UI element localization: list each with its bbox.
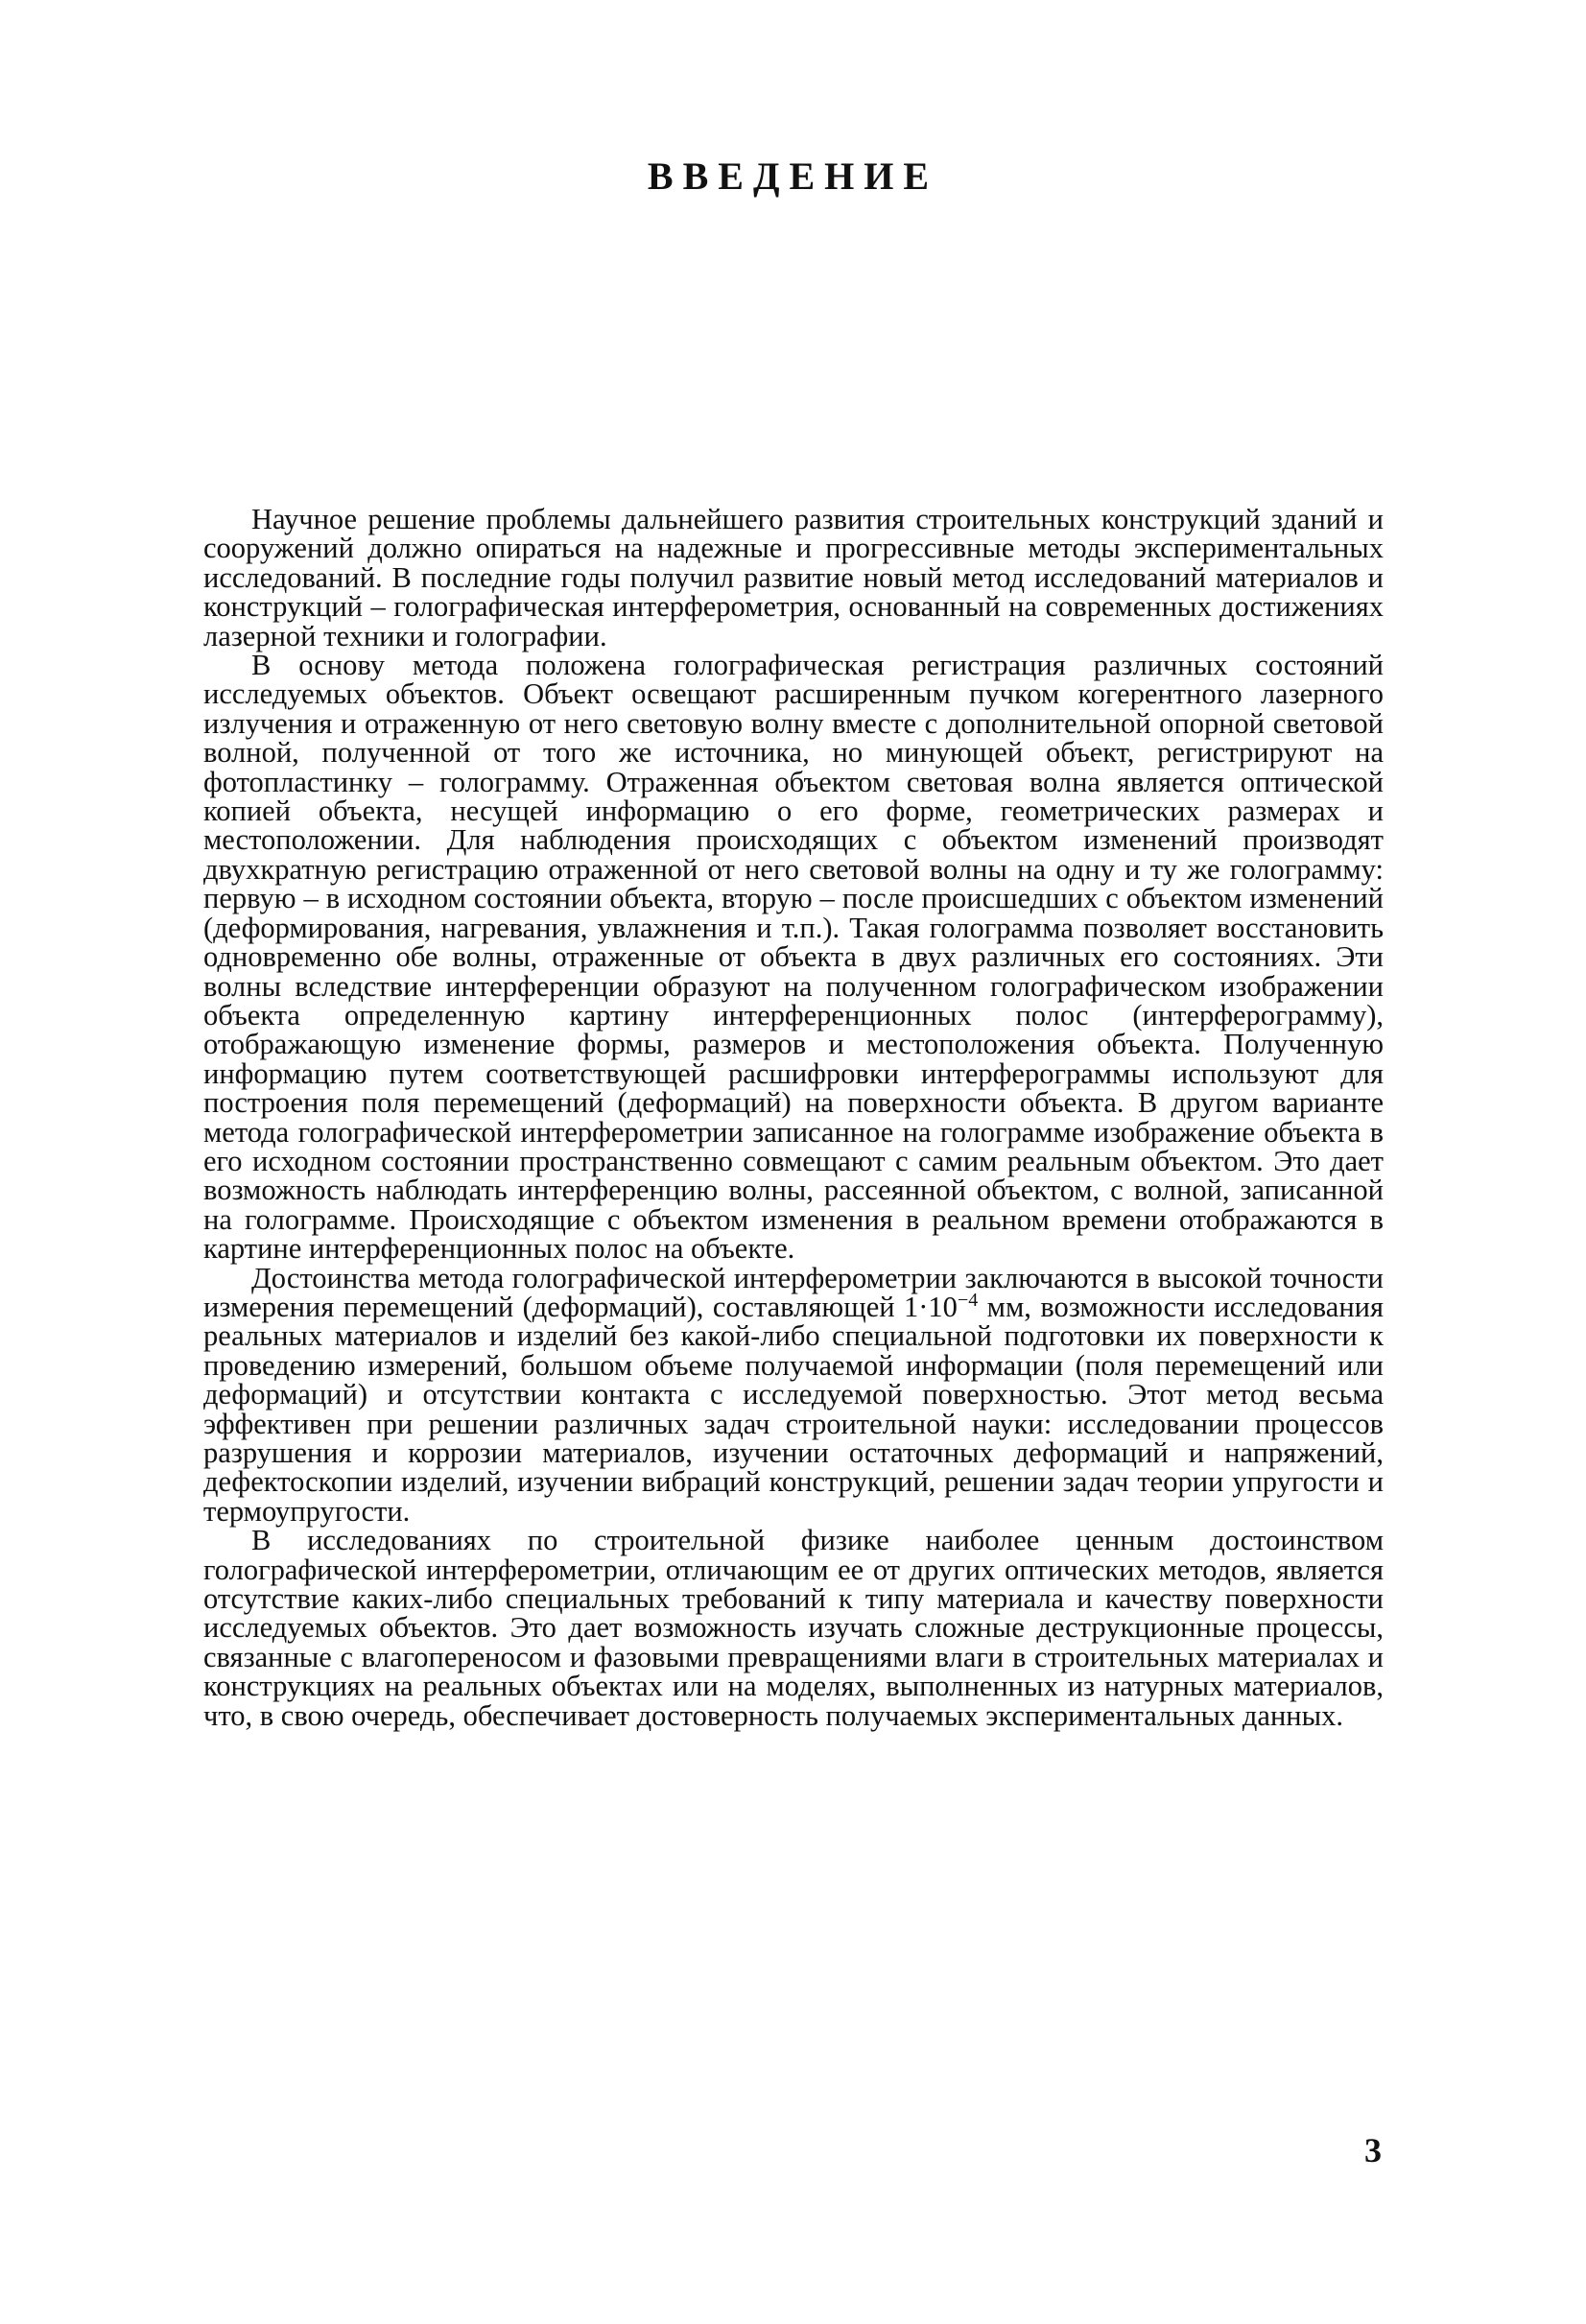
paragraph-1: Научное решение проблемы дальнейшего развития строительных конструкций зданий и сооружений должно опираться на надежные и прогрессивные методы экспериментальных исследований. В последние годы получил развитие новый метод исследований материалов и конструкций – голографическая интерферометрия, основанный на современных достижениях лазерной техники и голографии. bbox=[203, 503, 1384, 652]
page-number: 3 bbox=[1364, 2131, 1382, 2170]
page-title: ВВЕДЕНИЕ bbox=[647, 154, 939, 198]
paragraph-3 bbox=[203, 1261, 1384, 1528]
paragraph-4: В исследованиях по строительной физике наиболее ценным достоинством голографической интерферометрии, отличающим ее от других оптических методов, является отсутствие каких-либо специальных требований к типу материала и качеству поверхности исследуемых объектов. Это дает возможность изучать сложные деструкционные процессы, связанные с влагопереносом и фазовыми превращениями влаги в строительных материалах и конструкциях на реальных объектах или на моделях, выполненных из натурных материалов, что, в свою очередь, обеспечивает достоверность получаемых экспериментальных данных. bbox=[203, 1524, 1384, 1732]
exponent: −4 bbox=[957, 1289, 979, 1311]
paragraph-2: В основу метода положена голографическая регистрация различных состояний исследуемых объектов. Объект освещают расширенным пучком когерентного лазерного излучения и отраженную от него световую волну вместе с дополнительной опорной световой волной, полученной от того же источника, но минующей объект, регистрируют на фотопластинку – голограмму. Отраженная объектом световая волна является оптической копией объекта, несущей информацию о его форме, геометрических размерах и местоположении. Для наблюдения происходящих с объектом изменений производят двухкратную регистрацию отраженной от него световой волны на одну и ту же голограмму: первую – в исходном состоянии объекта, вторую – после происшедших с объектом изменений (деформирования, нагревания, увлажнения и т.п.). Такая голограмма позволяет восстановить одновременно обе волны, отраженные от объекта в двух различных его состояниях. Эти волны вследствие интерференции образуют на полученном голографическом изображении объекта определенную картину интерференционных полос (интерферограмму), отображающую изменение формы, размеров и местоположения объекта. Полученную информацию путем соответствующей расшифровки интерферограммы используют для построения поля перемещений (деформаций) на поверхности объекта. В другом варианте метода голографической интерферометрии записанное на голограмме изображение объекта в его исходном состоянии пространственно совмещают с самим реальным объектом. Это дает возможность наблюдать интерференцию волны, рассеянной объектом, с волной, записанной на голограмме. Происходящие с объектом изменения в реальном времени отображаются в картине интерференционных полос на объекте. bbox=[203, 649, 1384, 1266]
paragraph-3-part-1: Достоинства метода голографической интерферометрии заключаются в высокой точности измерения перемещений (деформаций), составляющей 1·10 bbox=[203, 1261, 1384, 1323]
body-text bbox=[203, 505, 1384, 1730]
paragraph-3-part-2: мм, возможности исследования реальных материалов и изделий без какой-либо специальной подготовки их поверхности к проведению измерений, большом объеме получаемой информации (поля перемещений или деформаций) и отсутствии контакта с исследуемой поверхностью. Этот метод весьма эффективен при решении различных задач строительной науки: исследовании процессов разрушения и коррозии материалов, изучении остаточных деформаций и напряжений, дефектоскопии изделий, изучении вибраций конструкций, решении задач теории упругости и термоупругости. bbox=[203, 1290, 1384, 1528]
